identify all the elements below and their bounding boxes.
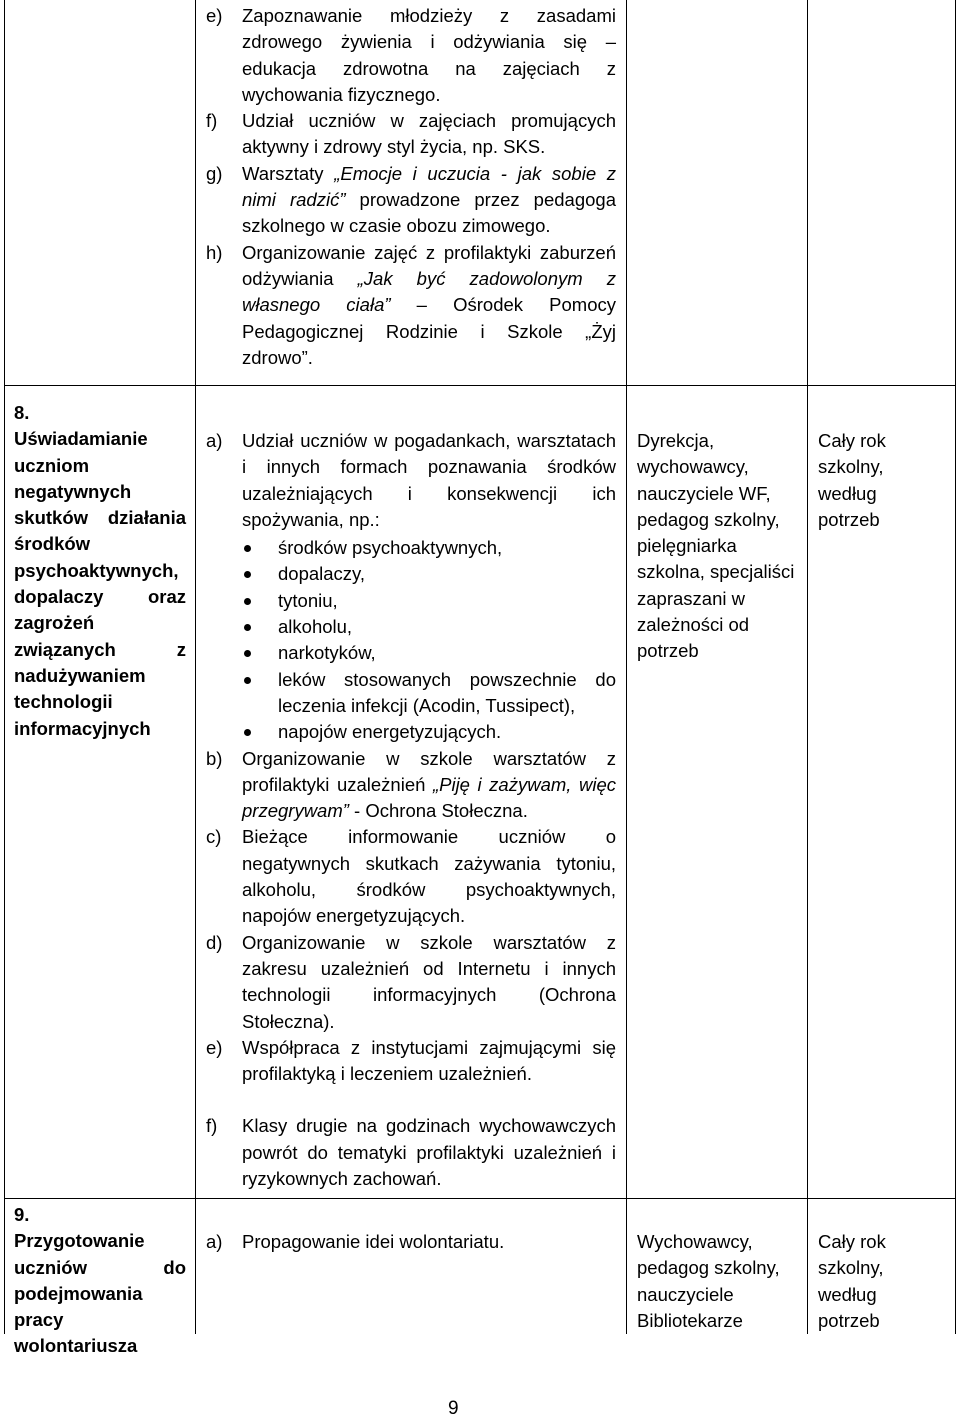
- table-border-left: [4, 0, 5, 1334]
- row-divider-8: [4, 385, 956, 386]
- actions-cell-8: [206, 428, 616, 1192]
- term-cell-9: Cały rok szkolny, według potrzeb: [818, 1231, 886, 1331]
- list-item: f) Udział uczniów w zajęciach promujących aktywny i zdrowy styl życia, np. SKS.: [206, 110, 616, 158]
- top-actions-cell: [206, 3, 616, 371]
- task-cell-9: [14, 1202, 186, 1360]
- list-item: e) Współpraca z instytucjami zajmującymi się profilaktyką i leczeniem uzależnień.: [206, 1036, 616, 1085]
- row-divider-9: [4, 1198, 956, 1199]
- table-col-divider-3: [807, 0, 808, 1334]
- table-col-divider-1: [195, 0, 196, 1334]
- bullet-icon: [244, 729, 251, 736]
- bullet-item: napojów energetyzujących.: [242, 719, 616, 745]
- responsible-cell-9: Wychowawcy, pedagog szkolny, nauczyciele Bibliotekarze: [637, 1231, 780, 1331]
- bullet-item: dopalaczy,: [242, 561, 616, 587]
- responsible-cell-8: Dyrekcja, wychowawcy, nauczyciele WF, pedagog szkolny, pielęgniarka szkolna, specjaliści zapraszani w zależności od potrzeb: [637, 430, 795, 662]
- list-item: f) Klasy drugie na godzinach wychowawczych powrót do tematyki profilaktyki uzależnień i ryzykownych zachowań.: [206, 1115, 616, 1190]
- list-item: h) Organizowanie zajęć z profilaktyki zaburzeń odżywiania „Jak być zadowolonym z własnego ciała” – Ośrodek Pomocy Pedagogicznej Rodzinie i Szkole „Żyj zdrowo”.: [206, 241, 617, 368]
- bullet-list: [206, 535, 616, 745]
- list-item: d) Organizowanie w szkole warsztatów z zakresu uzależnień od Internetu i innych technologii informacyjnych (Ochrona Stołeczna).: [206, 931, 616, 1032]
- bullet-item: środków psychoaktywnych,: [242, 535, 616, 561]
- bullet-item: leków stosowanych powszechnie do leczenia infekcji (Acodin, Tussipect),: [242, 667, 616, 720]
- table-border-right: [955, 0, 956, 1334]
- bullet-icon: [244, 677, 251, 684]
- bullet-icon: [244, 624, 251, 631]
- task-title: Przygotowanie uczniów do podejmowania pracy wolontariusza: [14, 1230, 186, 1357]
- task-number: 9.: [14, 1204, 30, 1225]
- bullet-icon: [244, 650, 251, 657]
- actions-cell-9: [206, 1229, 616, 1255]
- list-item: b) Organizowanie w szkole warsztatów z profilaktyki uzależnień „Piję i zażywam, więc przegrywam” - Ochrona Stołeczna.: [206, 747, 616, 822]
- list-item: c) Bieżące informowanie uczniów o negatywnych skutkach zażywania tytoniu, alkoholu, środków psychoaktywnych, napojów energetyzujących.: [206, 826, 616, 927]
- table-col-divider-2: [626, 0, 627, 1334]
- task-title: Uświadamianie uczniom negatywnych skutków działania środków psychoaktywnych, dopalaczy oraz zagrożeń związanych z nadużywaniem technologii informacyjnych: [14, 428, 186, 739]
- page-number: 9: [448, 1398, 459, 1419]
- bullet-icon: [244, 571, 251, 578]
- list-item: e) Zapoznawanie młodzieży z zasadami zdrowego żywienia i odżywiania się – edukacja zdrowotna na zajęciach z wychowania fizycznego.: [206, 5, 616, 105]
- list-item: a) Udział uczniów w pogadankach, warsztatach i innych formach poznawania środków uzależniających i konsekwencji ich spożywania, np.:: [206, 430, 616, 530]
- task-cell-8: [14, 400, 186, 742]
- list-item: a) Propagowanie idei wolontariatu.: [206, 1231, 505, 1252]
- task-number: 8.: [14, 402, 30, 423]
- bullet-icon: [244, 545, 251, 552]
- bullet-item: alkoholu,: [242, 614, 616, 640]
- list-item: g) Warsztaty „Emocje i uczucia - jak sobie z nimi radzić” prowadzone przez pedagoga szkolnego w czasie obozu zimowego.: [206, 162, 616, 237]
- bullet-icon: [244, 598, 251, 605]
- bullet-item: tytoniu,: [242, 588, 616, 614]
- bullet-item: narkotyków,: [242, 640, 616, 666]
- term-cell-8: Cały rok szkolny, według potrzeb: [818, 430, 886, 530]
